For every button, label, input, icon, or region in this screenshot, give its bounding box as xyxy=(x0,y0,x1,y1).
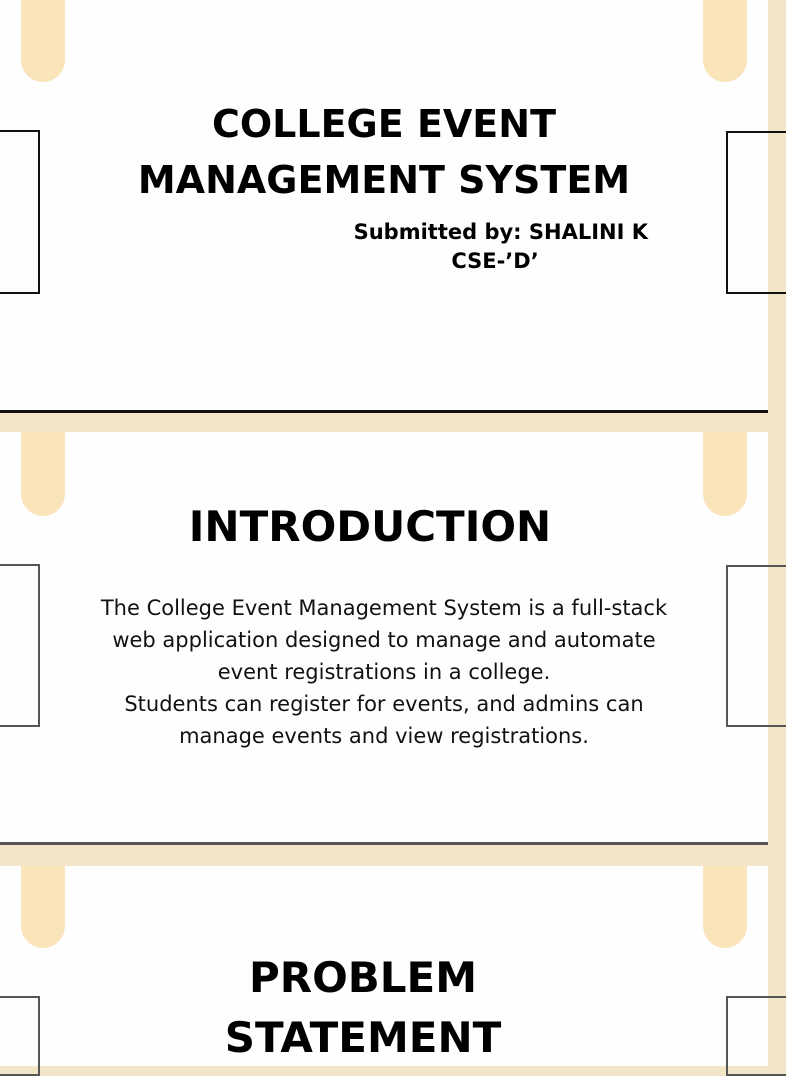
introduction-slide xyxy=(0,432,768,845)
paragraph-line: Students can register for events, and admins can xyxy=(124,692,644,716)
left-bracket-decoration xyxy=(0,564,40,727)
right-tab-decoration xyxy=(703,866,747,948)
slide-title xyxy=(100,96,668,208)
right-bracket-decoration xyxy=(726,131,786,294)
paragraph-line: manage events and view registrations. xyxy=(179,724,589,748)
submitted-by: Submitted by: SHALINI K xyxy=(353,220,648,244)
title-line-2: MANAGEMENT SYSTEM xyxy=(137,158,631,202)
title-line-1: COLLEGE EVENT xyxy=(211,102,556,146)
left-bracket-decoration xyxy=(0,130,40,294)
right-tab-decoration xyxy=(703,0,747,82)
problem-statement-slide xyxy=(0,866,768,1066)
slide-title xyxy=(160,948,566,1068)
right-bracket-decoration xyxy=(726,565,786,727)
left-tab-decoration xyxy=(21,866,65,948)
title-slide xyxy=(0,0,768,413)
left-tab-decoration xyxy=(21,0,65,82)
right-tab-decoration xyxy=(703,432,747,516)
left-tab-decoration xyxy=(21,432,65,516)
paragraph-line: web application designed to manage and automate xyxy=(112,628,656,652)
left-bracket-decoration xyxy=(0,996,40,1076)
title-line-1: PROBLEM xyxy=(248,953,478,1002)
intro-paragraph xyxy=(70,592,698,752)
title-line-2: STATEMENT xyxy=(224,1013,502,1062)
paragraph-line: event registrations in a college. xyxy=(217,660,551,684)
paragraph-line: The College Event Management System is a full-stack xyxy=(100,596,668,620)
slide-title: INTRODUCTION xyxy=(188,502,552,551)
class-info: CSE-’D’ xyxy=(451,249,539,273)
right-bracket-decoration xyxy=(726,996,786,1076)
